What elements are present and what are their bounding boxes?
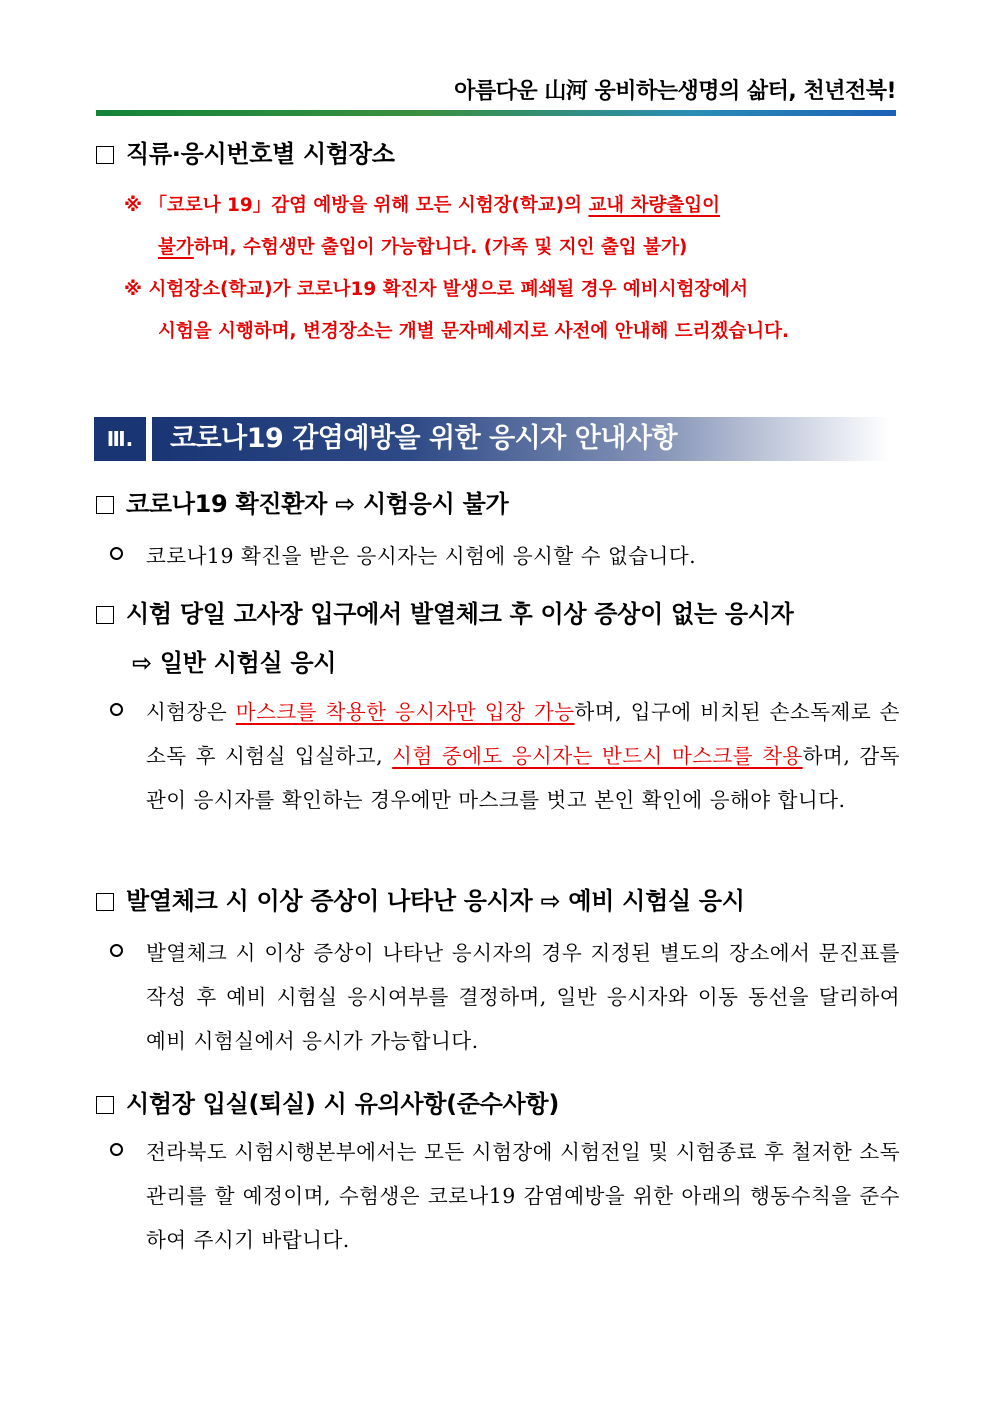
checkbox-square-icon <box>96 146 114 164</box>
notice-mark-icon: ※ <box>124 279 142 300</box>
arrow-right-icon: ⇨ <box>540 887 561 915</box>
slogan-hanja: 山河 <box>544 78 588 104</box>
bullet-circle-icon <box>110 944 123 957</box>
sub2-heading-line2-text: 일반 시험실 응시 <box>159 649 337 677</box>
sub2-item-text-b: 하며, 입구에 비치된 손소독제로 손소독 후 시험실 입실하고, <box>146 700 900 768</box>
sub3-heading <box>96 886 745 916</box>
sub3-heading-b: 예비 시험실 응시 <box>568 887 745 915</box>
sub1-heading-b: 시험응시 불가 <box>362 490 509 518</box>
sub2-item <box>110 690 900 822</box>
sub2-item-highlight-2: 시험 중에도 응시자는 반드시 마스크를 착용 <box>392 744 803 768</box>
sub1-heading-a: 코로나19 확진환자 <box>126 490 328 518</box>
sub3-item-text: 발열체크 시 이상 증상이 나타난 응시자의 경우 지정된 별도의 장소에서 문진표를 작성 후 예비 시험실 응시여부를 결정하며, 일반 응시자와 이동 동선을 달리하여 예비 시험실에서 응시가 가능합니다. <box>146 941 900 1053</box>
sub2-heading-line1: 시험 당일 고사장 입구에서 발열체크 후 이상 증상이 없는 응시자 <box>126 600 794 628</box>
bullet-circle-icon <box>110 547 123 560</box>
sub1-heading <box>96 489 508 519</box>
checkbox-square-icon <box>96 606 114 624</box>
notice-2-text-b: 시험을 시행하며, 변경장소는 개별 문자메세지로 사전에 안내해 드리겠습니다. <box>158 321 790 342</box>
arrow-right-icon: ⇨ <box>132 649 152 677</box>
sub4-heading <box>96 1089 559 1119</box>
bullet-circle-icon <box>110 703 123 716</box>
sub4-heading-text: 시험장 입실(퇴실) 시 유의사항(준수사항) <box>126 1090 559 1118</box>
slogan-suffix: 웅비하는생명의 삶터, 천년전북! <box>594 79 896 104</box>
sub2-item-highlight-1: 마스크를 착용한 응시자만 입장 가능 <box>235 700 575 724</box>
venue-notices <box>124 185 894 353</box>
section-3-banner <box>94 417 890 461</box>
notice-1-underline-2: 불가 <box>158 237 194 258</box>
notice-1-text-a: 「코로나 19」감염 예방을 위해 모든 시험장(학교)의 <box>148 195 589 216</box>
notice-1-text-b: 하며, 수험생만 출입이 가능합니다. (가족 및 지인 출입 불가) <box>193 237 688 258</box>
venue-heading <box>96 139 395 169</box>
sub3-item <box>110 931 900 1063</box>
sub2-heading <box>96 599 793 629</box>
sub1-item-text: 코로나19 확진을 받은 응시자는 시험에 응시할 수 없습니다. <box>146 544 697 568</box>
sub4-item <box>110 1130 900 1262</box>
notice-1 <box>124 185 894 269</box>
bullet-circle-icon <box>110 1143 123 1156</box>
venue-heading-text: 직류·응시번호별 시험장소 <box>126 140 395 168</box>
arrow-right-icon: ⇨ <box>335 490 355 518</box>
notice-2 <box>124 269 894 353</box>
sub4-item-text: 전라북도 시험시행본부에서는 모든 시험장에 시험전일 및 시험종료 후 철저한 소독관리를 할 예정이며, 수험생은 코로나19 감염예방을 위한 아래의 행동수칙을 준수하여 주시기 바랍니다. <box>146 1140 900 1252</box>
slogan-prefix: 아름다운 <box>454 79 538 104</box>
sub2-item-text-a: 시험장은 <box>146 700 236 724</box>
notice-mark-icon: ※ <box>124 195 142 216</box>
notice-2-text-a: 시험장소(학교)가 코로나19 확진자 발생으로 폐쇄될 경우 예비시험장에서 <box>148 279 749 300</box>
sub2-heading-line2 <box>132 648 336 678</box>
checkbox-square-icon <box>96 496 114 514</box>
header-divider <box>96 110 896 116</box>
sub2-item-text-c: 하며, 감독관이 응시자를 확인하는 경우에만 마스크를 벗고 본인 확인에 응해야 합니다. <box>146 744 900 812</box>
section-title: 코로나19 감염예방을 위한 응시자 안내사항 <box>152 417 890 461</box>
header-slogan <box>454 74 896 105</box>
section-number: Ⅲ. <box>94 417 146 461</box>
sub3-heading-a: 발열체크 시 이상 증상이 나타난 응시자 <box>126 887 533 915</box>
sub1-item <box>110 534 900 578</box>
checkbox-square-icon <box>96 1096 114 1114</box>
notice-1-underline-1: 교내 차량출입이 <box>588 195 720 216</box>
checkbox-square-icon <box>96 893 114 911</box>
